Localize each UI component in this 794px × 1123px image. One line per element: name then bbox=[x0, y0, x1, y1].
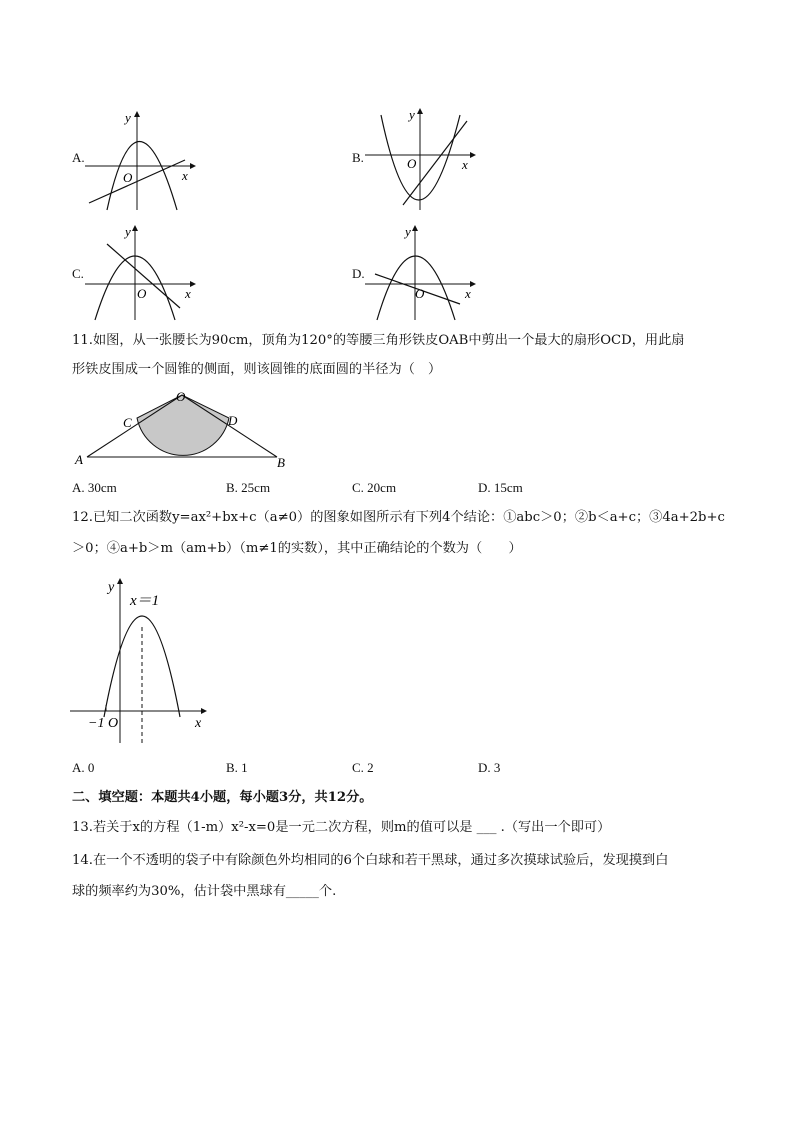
origin-label: O bbox=[415, 286, 425, 301]
q14-text-line2: 球的频率约为30%，估计袋中黑球有_____个. bbox=[72, 884, 337, 899]
q12-text-line2: ＞0；④a+b＞m（am+b）（m≠1的实数），其中正确结论的个数为（ ） bbox=[72, 541, 522, 556]
point-b-label: B bbox=[277, 455, 285, 470]
origin-label: O bbox=[137, 286, 147, 301]
q14-text-line1: 14.在一个不透明的袋子中有除颜色外均相同的6个白球和若干黑球，通过多次摸球试验后，发现摸到白 bbox=[72, 853, 669, 868]
option-d-graph bbox=[365, 222, 480, 322]
q12-answer-d: D. 3 bbox=[478, 760, 501, 775]
option-a-label: A. bbox=[72, 150, 85, 165]
origin-label: O bbox=[108, 716, 119, 731]
origin-label: O bbox=[407, 156, 417, 171]
parabola-curve bbox=[104, 616, 180, 717]
x-axis-label: x bbox=[182, 168, 188, 183]
option-c-graph bbox=[85, 222, 200, 322]
q11-answer-b: B. 25cm bbox=[226, 480, 271, 495]
option-b-label: B. bbox=[352, 150, 364, 165]
point-d-label: D bbox=[228, 413, 238, 428]
q13-text: 13.若关于x的方程（1-m）x²-x=0是一元二次方程，则m的值可以是 ___ .（写出一个即可） bbox=[72, 820, 611, 835]
point-o-label: O bbox=[176, 389, 186, 404]
option-a-graph bbox=[85, 108, 200, 213]
q11-answer-d: D. 15cm bbox=[478, 480, 523, 495]
option-d-label: D. bbox=[352, 266, 365, 281]
q11-answer-c: C. 20cm bbox=[352, 480, 397, 495]
option-c-label: C. bbox=[72, 266, 84, 281]
q12-answer-b: B. 1 bbox=[226, 760, 248, 775]
neg-one-label: −1 bbox=[88, 716, 105, 731]
section-heading: 二、填空题：本题共4小题，每小题3分，共12分。 bbox=[72, 790, 373, 805]
sector-ocd bbox=[137, 395, 229, 455]
q12-answer-a: A. 0 bbox=[72, 760, 95, 775]
x-axis-label: x bbox=[462, 157, 468, 172]
x-axis-label: x bbox=[185, 286, 191, 301]
point-a-label: A bbox=[75, 452, 83, 467]
q11-text-line1: 11.如图，从一张腰长为90cm，顶角为120°的等腰三角形铁皮OAB中剪出一个最大的扇形OCD，用此扇 bbox=[72, 333, 685, 348]
y-axis-label: y bbox=[108, 580, 115, 595]
point-c-label: C bbox=[123, 415, 132, 430]
y-axis-label: y bbox=[125, 224, 131, 239]
x-axis-label: x bbox=[465, 286, 471, 301]
q12-text-line1: 12.已知二次函数y=ax²+bx+c（a≠0）的图象如图所示有下列4个结论：①abc＞0；②b＜a+c；③4a+2b+c bbox=[72, 510, 725, 525]
q12-parabola-figure bbox=[68, 575, 213, 745]
y-axis-label: y bbox=[405, 224, 411, 239]
symmetry-axis-label: x＝1 bbox=[130, 593, 160, 609]
origin-label: O bbox=[123, 170, 133, 185]
x-axis-label: x bbox=[195, 716, 202, 731]
q11-text-line2: 形铁皮围成一个圆锥的侧面，则该圆锥的底面圆的半径为（ ） bbox=[72, 362, 442, 377]
q11-answer-a: A. 30cm bbox=[72, 480, 117, 495]
y-axis-label: y bbox=[125, 110, 131, 125]
option-b-graph bbox=[365, 105, 480, 215]
parabola-curve bbox=[107, 142, 177, 211]
q12-answer-c: C. 2 bbox=[352, 760, 374, 775]
q11-triangle-figure bbox=[72, 387, 297, 472]
y-axis-label: y bbox=[409, 107, 415, 122]
